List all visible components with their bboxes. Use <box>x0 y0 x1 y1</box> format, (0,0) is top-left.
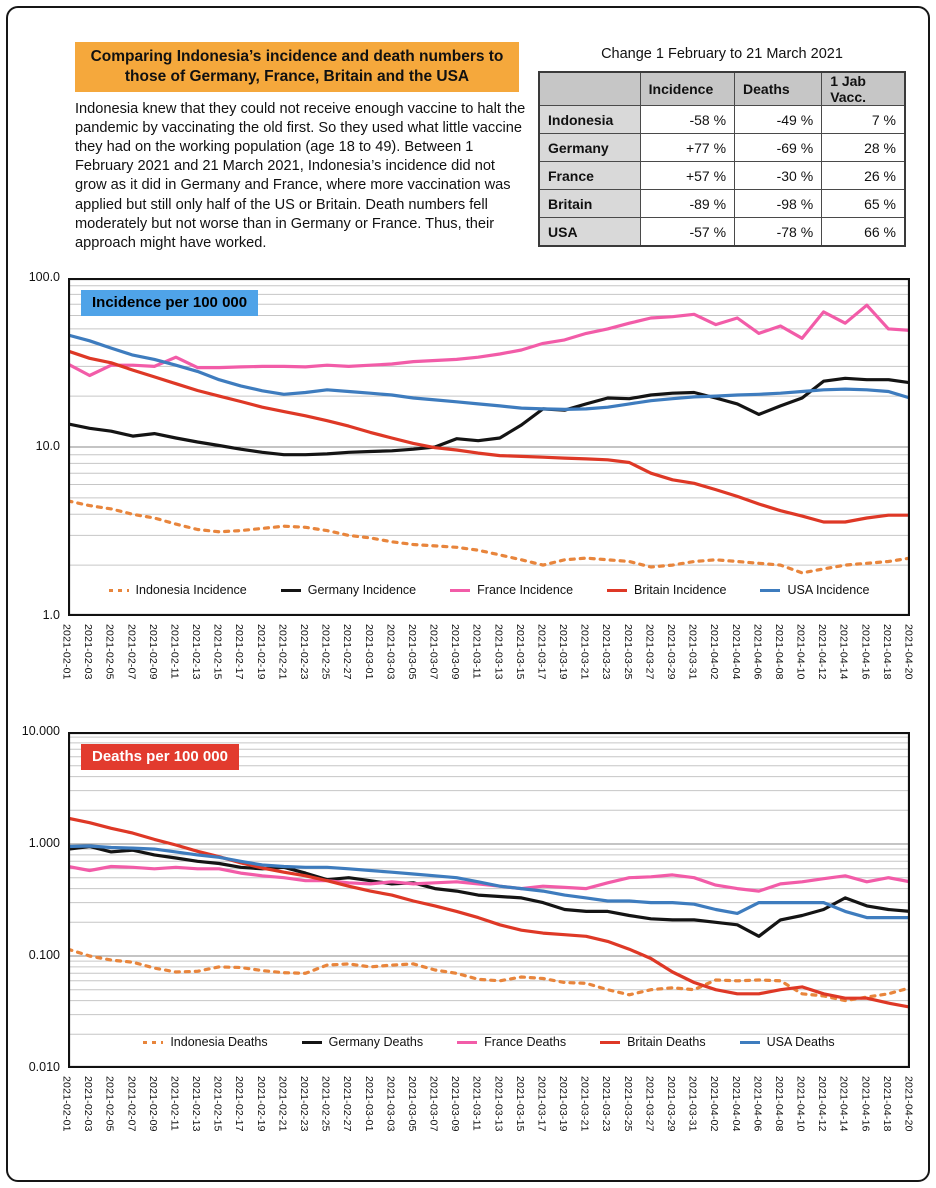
x-axis-tick-label: 2021-02-07 <box>125 1076 138 1132</box>
legend-item-france-incidence <box>450 583 573 597</box>
x-axis-tick-label: 2021-04-02 <box>708 624 721 680</box>
x-axis-tick-label: 2021-02-03 <box>82 1076 95 1132</box>
x-axis-tick-label: 2021-04-02 <box>708 1076 721 1132</box>
table-cell-value: -98 % <box>735 190 822 218</box>
x-axis-tick-label: 2021-03-21 <box>578 624 591 680</box>
y-axis-tick-label: 10.000 <box>21 724 60 738</box>
chart-legend <box>68 583 910 597</box>
legend-label: Britain Deaths <box>627 1035 706 1049</box>
change-table <box>538 71 906 247</box>
legend-item-usa-deaths <box>740 1035 835 1049</box>
x-axis-tick-label: 2021-03-07 <box>427 1076 440 1132</box>
x-axis-tick-label: 2021-02-05 <box>103 1076 116 1132</box>
x-axis-tick-label: 2021-04-20 <box>902 1076 915 1132</box>
change-table-body <box>539 106 905 247</box>
page-title: Comparing Indonesia’s incidence and death numbers to those of Germany, France, Britain and the USA <box>75 42 519 92</box>
x-axis-tick-label: 2021-03-01 <box>362 624 375 680</box>
legend-item-france-deaths <box>457 1035 566 1049</box>
table-cell-value: 26 % <box>822 162 905 190</box>
legend-label: USA Incidence <box>787 583 870 597</box>
table-cell-value: 7 % <box>822 106 905 134</box>
incidence-per-100-000-plot <box>68 278 910 616</box>
x-axis-tick-label: 2021-03-05 <box>405 1076 418 1132</box>
legend-line-swatch <box>143 1041 163 1044</box>
x-axis-tick-label: 2021-04-06 <box>751 1076 764 1132</box>
x-axis-tick-label: 2021-04-06 <box>751 624 764 680</box>
legend-item-germany-incidence <box>281 583 416 597</box>
legend-item-indonesia-incidence <box>109 583 247 597</box>
x-axis-tick-label: 2021-02-21 <box>276 1076 289 1132</box>
x-axis-tick-label: 2021-03-03 <box>384 1076 397 1132</box>
table-cell-value: +77 % <box>640 134 734 162</box>
x-axis-tick-label: 2021-03-25 <box>621 1076 634 1132</box>
x-axis-tick-label: 2021-03-27 <box>643 1076 656 1132</box>
x-axis-tick-label: 2021-04-18 <box>880 624 893 680</box>
legend-line-swatch <box>607 589 627 592</box>
table-row-label: France <box>539 162 640 190</box>
x-axis-tick-label: 2021-02-23 <box>298 1076 310 1132</box>
table-cell-value: 28 % <box>822 134 905 162</box>
incidence-per-100-000-chip: Incidence per 100 000 <box>81 290 258 316</box>
x-axis-tick-label: 2021-03-17 <box>535 624 548 680</box>
table-cell-value: -58 % <box>640 106 734 134</box>
x-axis-tick-label: 2021-02-01 <box>60 1076 73 1132</box>
legend-line-swatch <box>302 1041 322 1044</box>
legend-item-britain-deaths <box>600 1035 706 1049</box>
table-col-header: Deaths <box>735 72 822 106</box>
legend-line-swatch <box>457 1041 477 1044</box>
plot-border <box>69 733 909 1067</box>
table-row-label: Indonesia <box>539 106 640 134</box>
x-axis-tick-label: 2021-03-31 <box>686 1076 699 1132</box>
legend-line-swatch <box>740 1041 760 1044</box>
table-corner-cell <box>539 72 640 106</box>
table-row-label: Germany <box>539 134 640 162</box>
x-axis-tick-label: 2021-04-14 <box>837 1076 850 1132</box>
table-cell-value: -30 % <box>735 162 822 190</box>
legend-item-usa-incidence <box>760 583 869 597</box>
x-axis-tick-label: 2021-03-19 <box>557 624 570 680</box>
usa-deaths-line <box>68 846 910 918</box>
table-cell-value: 65 % <box>822 190 905 218</box>
x-axis-tick-label: 2021-02-19 <box>254 624 267 680</box>
x-axis-tick-label: 2021-02-05 <box>103 624 116 680</box>
x-axis-tick-label: 2021-04-18 <box>880 1076 893 1132</box>
table-cell-value: -89 % <box>640 190 734 218</box>
x-axis-tick-label: 2021-03-15 <box>513 624 526 680</box>
x-axis-tick-label: 2021-02-21 <box>276 624 289 680</box>
change-table-head <box>539 72 905 106</box>
x-axis-tick-label: 2021-02-13 <box>190 1076 202 1132</box>
y-axis-tick-label: 1.000 <box>28 836 60 850</box>
legend-label: Indonesia Incidence <box>135 583 247 597</box>
x-axis-tick-label: 2021-02-09 <box>146 624 159 680</box>
table-col-header: 1 Jab Vacc. <box>822 72 905 106</box>
x-axis-tick-label: 2021-03-09 <box>449 624 462 680</box>
table-cell-value: -69 % <box>735 134 822 162</box>
x-axis-tick-label: 2021-02-13 <box>190 624 202 680</box>
table-row <box>539 218 905 247</box>
x-axis-tick-label: 2021-04-12 <box>816 1076 829 1132</box>
x-axis-tick-label: 2021-02-17 <box>233 1076 246 1132</box>
x-axis-tick-label: 2021-03-27 <box>643 624 656 680</box>
x-axis-tick-label: 2021-04-10 <box>794 1076 807 1132</box>
legend-label: USA Deaths <box>766 1035 835 1049</box>
legend-item-germany-deaths <box>302 1035 423 1049</box>
chart-legend <box>68 1035 910 1049</box>
x-axis-tick-label: 2021-03-05 <box>405 624 418 680</box>
x-axis-tick-label: 2021-04-14 <box>837 624 850 680</box>
x-axis-tick-label: 2021-03-15 <box>513 1076 526 1132</box>
x-axis-tick-label: 2021-04-10 <box>794 624 807 680</box>
usa-incidence-line <box>68 335 910 409</box>
table-row <box>539 162 905 190</box>
x-axis-tick-label: 2021-02-19 <box>254 1076 267 1132</box>
legend-line-swatch <box>760 589 780 592</box>
legend-line-swatch <box>450 589 470 592</box>
x-axis-tick-labels <box>60 622 915 714</box>
y-axis-tick-label: 1.0 <box>42 608 60 622</box>
table-cell-value: -57 % <box>640 218 734 247</box>
indonesia-deaths-line <box>68 949 910 1000</box>
x-axis-tick-label: 2021-02-25 <box>319 1076 332 1132</box>
legend-line-swatch <box>600 1041 620 1044</box>
legend-label: Germany Deaths <box>328 1035 424 1049</box>
britain-deaths-line <box>68 818 910 1007</box>
y-axis-tick-label: 100.0 <box>28 270 60 284</box>
change-table-title: Change 1 February to 21 March 2021 <box>601 46 843 62</box>
legend-label: Britain Incidence <box>634 583 727 597</box>
intro-paragraph: Indonesia knew that they could not receive enough vaccine to halt the pandemic by vaccinating the old first. So they used what little vaccine they had on the working population (age 18 to 49). Between 1 February 2021 and 21 March 2021, Indonesia’s incidence did not grow as it did in Germany and France, where more vaccination was applied but still only half of the US or Britain. Death numbers fell moderately but not worse than in Germany or France. Thus, their approach might have worked. <box>75 101 526 251</box>
legend-line-swatch <box>281 589 301 592</box>
legend-label: Germany Incidence <box>307 583 417 597</box>
x-axis-tick-label: 2021-03-17 <box>535 1076 548 1132</box>
table-cell-value: 66 % <box>822 218 905 247</box>
table-cell-value: -78 % <box>735 218 822 247</box>
y-axis-tick-label: 0.100 <box>28 948 60 962</box>
x-axis-tick-label: 2021-02-25 <box>319 624 332 680</box>
legend-label: Indonesia Deaths <box>170 1035 268 1049</box>
x-axis-tick-label: 2021-02-01 <box>60 624 73 680</box>
x-axis-tick-label: 2021-03-31 <box>686 624 699 680</box>
x-axis-tick-label: 2021-04-04 <box>729 624 742 680</box>
x-axis-tick-label: 2021-03-09 <box>449 1076 462 1132</box>
x-axis-tick-label: 2021-03-29 <box>665 624 677 680</box>
x-axis-tick-label: 2021-02-17 <box>233 624 246 680</box>
x-axis-tick-label: 2021-04-12 <box>816 624 829 680</box>
deaths-per-100-000-chip: Deaths per 100 000 <box>81 744 239 770</box>
table-row-label: USA <box>539 218 640 247</box>
deaths-per-100-000-plot <box>68 732 910 1068</box>
x-axis-tick-label: 2021-02-11 <box>168 1076 181 1131</box>
x-axis-tick-label: 2021-03-23 <box>600 624 613 680</box>
x-axis-tick-label: 2021-02-07 <box>125 624 138 680</box>
x-axis-tick-label: 2021-03-07 <box>427 624 440 680</box>
table-cell-value: +57 % <box>640 162 734 190</box>
table-cell-value: -49 % <box>735 106 822 134</box>
x-axis-tick-label: 2021-04-08 <box>773 624 785 680</box>
legend-item-indonesia-deaths <box>143 1035 267 1049</box>
table-col-header: Incidence <box>640 72 734 106</box>
x-axis-tick-label: 2021-03-25 <box>621 624 634 680</box>
x-axis-tick-label: 2021-02-03 <box>82 624 95 680</box>
x-axis-tick-label: 2021-03-23 <box>600 1076 613 1132</box>
france-deaths-line <box>68 867 910 892</box>
x-axis-tick-label: 2021-03-21 <box>578 1076 591 1132</box>
x-axis-tick-label: 2021-03-11 <box>470 624 483 679</box>
x-axis-tick-label: 2021-03-03 <box>384 624 397 680</box>
britain-incidence-line <box>68 351 910 522</box>
table-row <box>539 190 905 218</box>
x-axis-tick-label: 2021-02-09 <box>146 1076 159 1132</box>
x-axis-tick-label: 2021-02-27 <box>341 1076 354 1132</box>
table-row-label: Britain <box>539 190 640 218</box>
x-axis-tick-label: 2021-04-16 <box>859 1076 872 1132</box>
x-axis-tick-label: 2021-04-16 <box>859 624 872 680</box>
y-axis-tick-label: 10.0 <box>35 439 60 453</box>
table-row <box>539 106 905 134</box>
x-axis-tick-label: 2021-04-04 <box>729 1076 742 1132</box>
x-axis-tick-label: 2021-03-13 <box>492 1076 505 1132</box>
legend-line-swatch <box>109 589 129 592</box>
table-row <box>539 134 905 162</box>
x-axis-tick-label: 2021-04-20 <box>902 624 915 680</box>
legend-item-britain-incidence <box>607 583 726 597</box>
x-axis-tick-label: 2021-02-15 <box>211 1076 224 1132</box>
legend-label: France Deaths <box>484 1035 567 1049</box>
x-axis-tick-label: 2021-03-19 <box>557 1076 570 1132</box>
x-axis-tick-label: 2021-02-27 <box>341 624 354 680</box>
x-axis-tick-label: 2021-02-11 <box>168 624 181 679</box>
x-axis-tick-label: 2021-03-13 <box>492 624 505 680</box>
x-axis-tick-label: 2021-03-29 <box>665 1076 677 1132</box>
change-table-section <box>538 46 906 247</box>
x-axis-tick-label: 2021-04-08 <box>773 1076 785 1132</box>
legend-label: France Incidence <box>477 583 574 597</box>
x-axis-tick-label: 2021-03-11 <box>470 1076 483 1131</box>
x-axis-tick-labels <box>60 1074 915 1166</box>
y-axis-tick-label: 0.010 <box>28 1060 60 1074</box>
x-axis-tick-label: 2021-02-15 <box>211 624 224 680</box>
x-axis-tick-label: 2021-03-01 <box>362 1076 375 1132</box>
x-axis-tick-label: 2021-02-23 <box>298 624 310 680</box>
